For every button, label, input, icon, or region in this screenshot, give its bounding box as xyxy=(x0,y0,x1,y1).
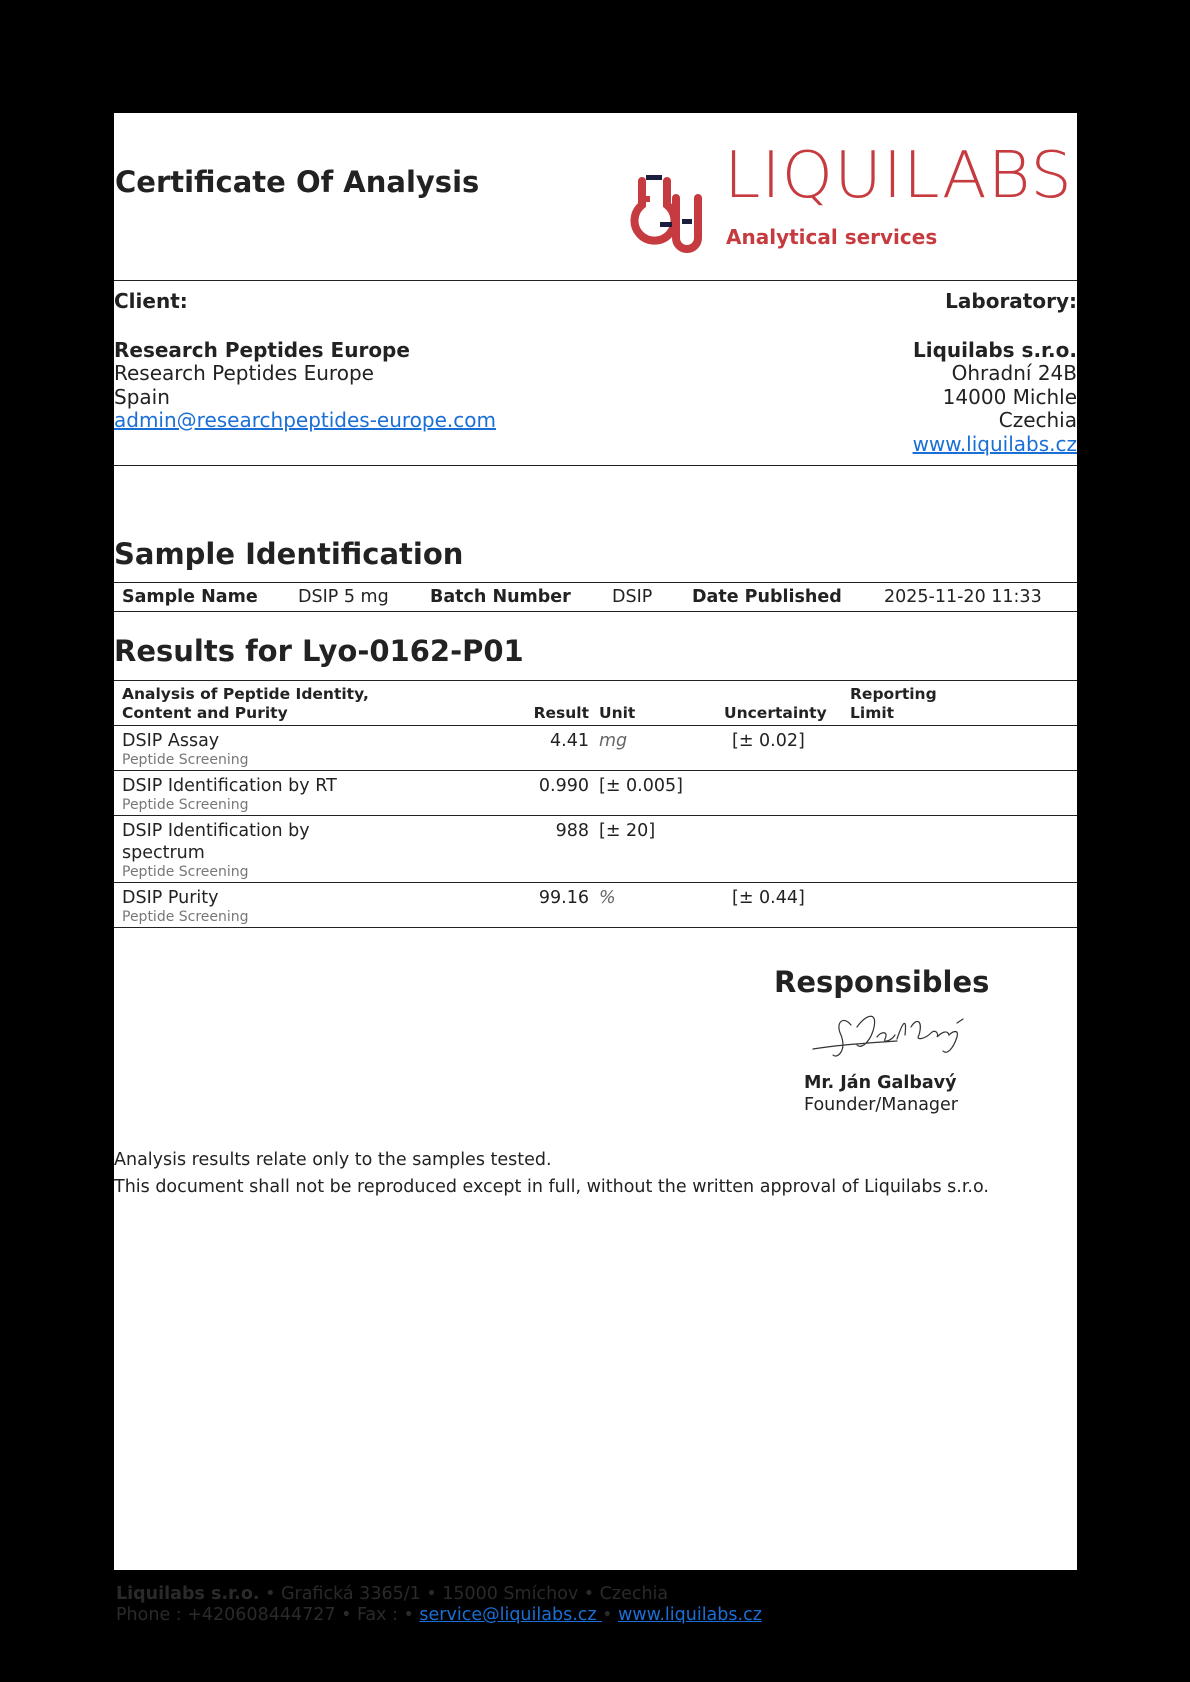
disclaimer-line: This document shall not be reproduced except in full, without the written approval of Liquilabs s.r.o. xyxy=(114,1177,989,1197)
table-row xyxy=(114,816,1077,883)
unit-cell: [± 0.005] xyxy=(594,771,724,816)
analysis-column-header xyxy=(114,681,384,726)
method-name: Peptide Screening xyxy=(122,797,249,813)
analysis-cell xyxy=(114,771,384,816)
analysis-name: DSIP Identification by spectrum xyxy=(122,821,310,863)
footer-separator: • xyxy=(602,1605,619,1625)
logo-tagline: Analytical services xyxy=(726,225,938,249)
analysis-cell xyxy=(114,726,384,771)
unit-cell: [± 20] xyxy=(594,816,724,883)
sample-name-value: DSIP 5 mg xyxy=(298,587,389,607)
responsibles-title: Responsibles xyxy=(774,965,990,999)
client-email-link[interactable]: admin@researchpeptides-europe.com xyxy=(114,408,496,432)
date-published-label: Date Published xyxy=(692,587,842,607)
footer-address: • Grafická 3365/1 • 15000 Smíchov • Czechia xyxy=(259,1584,669,1604)
limit-column-header xyxy=(842,681,1077,726)
laboratory-name: Liquilabs s.r.o. xyxy=(913,337,1077,362)
divider xyxy=(114,280,1077,281)
footer-contact-line xyxy=(116,1605,762,1626)
result-cell: 99.16 xyxy=(384,883,594,928)
uncertainty-cell xyxy=(724,816,842,883)
laboratory-website-link[interactable]: www.liquilabs.cz xyxy=(912,431,1077,456)
analysis-name: DSIP Assay xyxy=(122,731,220,751)
analysis-cell xyxy=(114,816,384,883)
liquilabs-logo xyxy=(624,139,1077,253)
client-country: Spain xyxy=(114,384,170,409)
footer-company: Liquilabs s.r.o. xyxy=(116,1584,260,1604)
uncertainty-cell: [± 0.02] xyxy=(724,726,842,771)
handwritten-signature xyxy=(807,1005,987,1067)
logo-wordmark: LIQUILABS xyxy=(724,139,1073,213)
unit-cell: mg xyxy=(594,726,724,771)
footer-email-link[interactable]: service@liquilabs.cz xyxy=(419,1605,603,1625)
footer-website-link[interactable]: www.liquilabs.cz xyxy=(618,1605,762,1625)
unit-cell: % xyxy=(594,883,724,928)
laboratory-street: Ohradní 24B xyxy=(951,361,1077,385)
result-column-header: Result xyxy=(384,681,594,726)
sample-name-label: Sample Name xyxy=(122,587,258,607)
disclaimer-line: Analysis results relate only to the samples tested. xyxy=(114,1150,552,1170)
result-cell: 988 xyxy=(384,816,594,883)
client-block xyxy=(114,290,496,433)
analysis-name: DSIP Purity xyxy=(122,888,219,908)
footer-phone-fax: Phone : +420608444727 • Fax : • xyxy=(116,1605,420,1625)
footer-address-line xyxy=(116,1584,762,1605)
responsible-name: Mr. Ján Galbavý xyxy=(804,1073,957,1093)
certificate-page xyxy=(114,113,1077,1570)
method-name: Peptide Screening xyxy=(122,752,249,768)
flask-and-test-tube-icon xyxy=(624,143,719,253)
page-footer xyxy=(116,1584,762,1626)
result-cell: 0.990 xyxy=(384,771,594,816)
table-row xyxy=(114,883,1077,928)
analysis-header-line: Content and Purity xyxy=(122,704,288,722)
client-name: Research Peptides Europe xyxy=(114,337,410,362)
method-name: Peptide Screening xyxy=(122,864,249,880)
divider xyxy=(114,465,1077,466)
table-row xyxy=(114,771,1077,816)
limit-cell xyxy=(842,883,1077,928)
limit-cell xyxy=(842,771,1077,816)
result-cell: 4.41 xyxy=(384,726,594,771)
sample-identification-row xyxy=(114,582,1077,612)
uncertainty-cell: [± 0.44] xyxy=(724,883,842,928)
analysis-header-line: Analysis of Peptide Identity, xyxy=(122,685,369,703)
disclaimer-notes xyxy=(114,1147,989,1201)
results-header-row xyxy=(114,681,1077,726)
limit-header-line: Limit xyxy=(850,704,895,722)
laboratory-city: 14000 Michle xyxy=(942,384,1077,409)
table-row xyxy=(114,726,1077,771)
results-table xyxy=(114,680,1077,928)
limit-cell xyxy=(842,726,1077,771)
sample-section-title: Sample Identification xyxy=(114,537,464,571)
uncertainty-column-header: Uncertainty xyxy=(724,681,842,726)
limit-cell xyxy=(842,816,1077,883)
unit-column-header: Unit xyxy=(594,681,724,726)
uncertainty-cell xyxy=(724,771,842,816)
method-name: Peptide Screening xyxy=(122,909,249,925)
analysis-name: DSIP Identification by RT xyxy=(122,776,337,796)
client-line: Research Peptides Europe xyxy=(114,361,374,385)
batch-number-value: DSIP xyxy=(612,587,653,607)
laboratory-country: Czechia xyxy=(998,408,1077,432)
limit-header-line: Reporting xyxy=(850,685,937,703)
batch-number-label: Batch Number xyxy=(430,587,571,607)
analysis-cell xyxy=(114,883,384,928)
responsible-role: Founder/Manager xyxy=(804,1095,959,1115)
laboratory-heading: Laboratory: xyxy=(945,289,1077,313)
document-title: Certificate Of Analysis xyxy=(115,165,480,199)
results-section-title: Results for Lyo-0162-P01 xyxy=(114,634,524,668)
laboratory-block xyxy=(913,290,1077,456)
date-published-value: 2025-11-20 11:33 xyxy=(884,587,1042,607)
client-heading: Client: xyxy=(114,289,188,313)
